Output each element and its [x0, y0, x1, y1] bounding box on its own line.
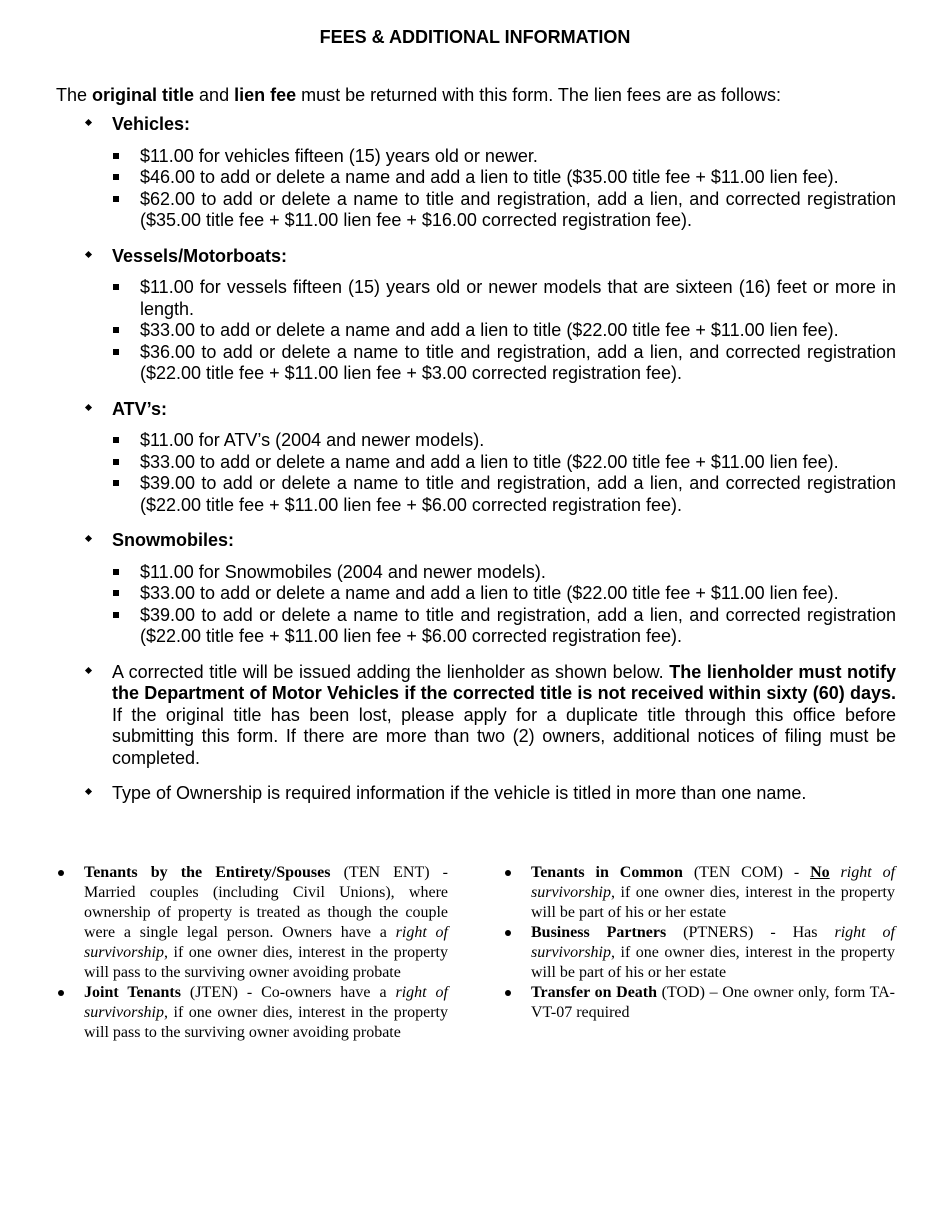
category-title: Vehicles:: [112, 114, 191, 134]
ownership-required-notice: Type of Ownership is required information if the vehicle is titled in more than one name.: [84, 783, 896, 805]
category-vehicles: [84, 114, 896, 232]
dot-bullet-icon: [505, 870, 511, 876]
square-bullet-icon: [113, 612, 119, 618]
intro-text: The original title and lien fee must be returned with this form. The lien fees are as follows:: [56, 85, 782, 105]
ownership-types-left: [56, 863, 448, 1043]
square-bullet-icon: [113, 349, 119, 355]
page-title: FEES & ADDITIONAL INFORMATION: [319, 27, 631, 47]
dot-bullet-icon: [58, 870, 64, 876]
square-bullet-icon: [113, 437, 119, 443]
category-vessels: [84, 246, 896, 385]
ownership-tod: Transfer on Death (TOD) – One owner only, form TA-VT-07 required: [503, 983, 895, 1023]
dot-bullet-icon: [58, 990, 64, 996]
square-bullet-icon: [113, 284, 119, 290]
fee-item: $39.00 to add or delete a name to title and registration, add a lien, and corrected registration ($22.00 title fee + $11.00 lien fee + $6.00 corrected registration fee).: [112, 473, 896, 516]
dot-bullet-icon: [505, 990, 511, 996]
ownership-jten: Joint Tenants (JTEN) - Co-owners have a right of survivorship, if one owner dies, interest in the property will pass to the surviving owner avoiding probate: [56, 983, 448, 1043]
category-title: Vessels/Motorboats:: [112, 245, 288, 266]
fee-item: $11.00 for ATV’s (2004 and newer models).: [112, 430, 896, 452]
corrected-title-notice: A corrected title will be issued adding the lienholder as shown below. The lienholder must notify the Department of Motor Vehicles if the corrected title is not received within sixty (60) days. If the original title has been lost, please apply for a duplicate title through this office before submitting this form. If there are more than two (2) owners, additional notices of filing must be completed.: [84, 662, 896, 770]
fee-item: $39.00 to add or delete a name to title and registration, add a lien, and corrected registration ($22.00 title fee + $11.00 lien fee + $6.00 corrected registration fee).: [112, 605, 896, 648]
ownership-ptners: Business Partners (PTNERS) - Has right of survivorship, if one owner dies, interest in the property will be part of his or her estate: [503, 923, 895, 983]
diamond-bullet-icon: [85, 119, 92, 126]
category-snowmobiles: [84, 530, 896, 648]
dot-bullet-icon: [505, 930, 511, 936]
fee-item: $36.00 to add or delete a name to title and registration, add a lien, and corrected registration ($22.00 title fee + $11.00 lien fee + $3.00 corrected registration fee).: [112, 342, 896, 385]
fee-item: $33.00 to add or delete a name and add a lien to title ($22.00 title fee + $11.00 lien fee).: [112, 452, 896, 474]
fee-item: $62.00 to add or delete a name to title and registration, add a lien, and corrected registration ($35.00 title fee + $11.00 lien fee + $16.00 corrected registration fee).: [112, 189, 896, 232]
ownership-ten-ent: Tenants by the Entirety/Spouses (TEN ENT) - Married couples (including Civil Unions), where ownership of property is treated as though the couple were a single legal person. Owners have a right of survivorship, if one owner dies, interest in the property will pass to the surviving owner avoiding probate: [56, 863, 448, 983]
ownership-types-right: [503, 863, 895, 1023]
square-bullet-icon: [113, 196, 119, 202]
square-bullet-icon: [113, 459, 119, 465]
category-title: Snowmobiles:: [112, 530, 235, 550]
square-bullet-icon: [113, 153, 119, 159]
diamond-bullet-icon: [85, 250, 92, 257]
category-title: ATV’s:: [112, 398, 168, 419]
ownership-ten-com: Tenants in Common (TEN COM) - No right of survivorship, if one owner dies, interest in the property will be part of his or her estate: [503, 863, 895, 923]
fee-item: $11.00 for vehicles fifteen (15) years old or newer.: [112, 146, 896, 168]
fee-item: $33.00 to add or delete a name and add a lien to title ($22.00 title fee + $11.00 lien fee).: [112, 583, 896, 605]
square-bullet-icon: [113, 569, 119, 575]
fee-item: $33.00 to add or delete a name and add a lien to title ($22.00 title fee + $11.00 lien fee).: [112, 320, 896, 342]
diamond-bullet-icon: [85, 535, 92, 542]
square-bullet-icon: [113, 480, 119, 486]
square-bullet-icon: [113, 327, 119, 333]
square-bullet-icon: [113, 174, 119, 180]
diamond-bullet-icon: [85, 788, 92, 795]
fee-list: [84, 114, 896, 819]
category-atvs: [84, 399, 896, 517]
fee-item: $11.00 for vessels fifteen (15) years old or newer models that are sixteen (16) feet or more in length.: [112, 277, 896, 320]
fee-item: $46.00 to add or delete a name and add a lien to title ($35.00 title fee + $11.00 lien fee).: [112, 167, 896, 189]
fee-item: $11.00 for Snowmobiles (2004 and newer models).: [112, 562, 896, 584]
diamond-bullet-icon: [85, 403, 92, 410]
diamond-bullet-icon: [85, 666, 92, 673]
square-bullet-icon: [113, 590, 119, 596]
